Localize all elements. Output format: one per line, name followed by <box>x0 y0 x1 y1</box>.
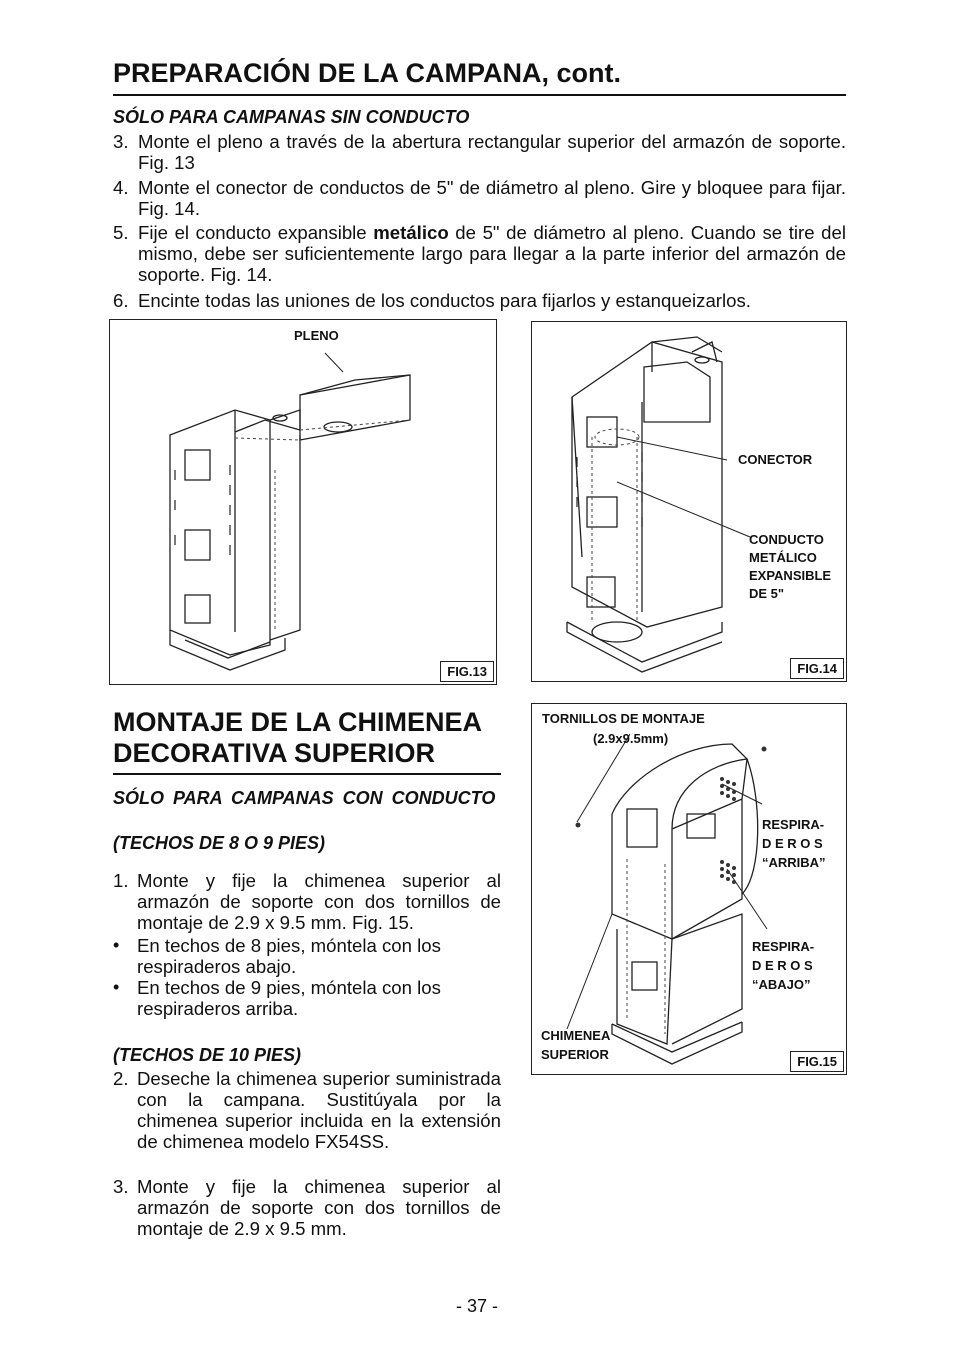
step-text: Monte y fije la chimenea superior al armazón de soporte con dos tornillos de montaje de 2.9 x 9.5 mm. <box>137 1176 501 1239</box>
label-chimenea <box>541 1026 610 1064</box>
bullet-text: En techos de 8 pies, móntela con los respiraderos abajo. <box>137 935 441 977</box>
label-line: CONDUCTO <box>749 532 824 547</box>
step-text-pre: Fije el conducto expansible <box>138 222 374 243</box>
step-text: Deseche la chimenea superior suministrada con la campana. Sustitúyala por la chimenea superior incluida en la extensión de chimenea modelo FX54SS. <box>137 1068 501 1152</box>
step-number: 6. <box>113 290 129 311</box>
chimney-step-2 <box>113 1068 501 1152</box>
figure-14 <box>531 321 847 682</box>
step-text: Monte el conector de conductos de 5" de diámetro al pleno. Gire y bloquee para fijar. Fig. 14. <box>138 177 846 219</box>
figure-13-drawing <box>110 320 498 686</box>
label-pleno: PLENO <box>294 328 339 343</box>
page-title: PREPARACIÓN DE LA CAMPANA, cont. <box>113 58 622 88</box>
chimney-step-3 <box>113 1176 501 1239</box>
label-conducto <box>749 531 831 603</box>
label-tornillos: TORNILLOS DE MONTAJE <box>542 711 705 726</box>
step-text: Encinte todas las uniones de los conductos para fijarlos y estanqueizarlos. <box>138 290 751 311</box>
label-line: RESPIRA- <box>752 939 815 954</box>
chimney-sub-ceiling-8-9: (TECHOS DE 8 O 9 PIES) <box>113 833 326 853</box>
step-6 <box>113 290 846 311</box>
chimney-heading-divider <box>113 773 501 775</box>
bullet-icon: • <box>113 935 120 955</box>
chimney-sub-ceiling-10: (TECHOS DE 10 PIES) <box>113 1045 302 1065</box>
bullet-icon: • <box>113 977 120 997</box>
chimney-step-1 <box>113 870 501 933</box>
step-4 <box>113 177 846 219</box>
step-text-post: de 5" de diámetro al pleno. Cuando se tire del mismo, debe ser suficientemente largo para llegar a la parte inferior del armazón de soporte. Fig. 14. <box>138 222 846 285</box>
step-5 <box>113 222 846 285</box>
step-text-bold: metálico <box>373 222 449 243</box>
label-line: “ABAJO” <box>752 977 811 992</box>
label-line: “ARRIBA” <box>762 855 826 870</box>
step-text: Monte el pleno a través de la abertura rectangular superior del armazón de soporte. Fig. 13 <box>138 131 846 173</box>
step-number: 2. <box>113 1068 129 1089</box>
label-line: CHIMENEA <box>541 1028 611 1043</box>
label-line: D E R O S <box>762 836 823 851</box>
chimney-heading: MONTAJE DE LA CHIMENEA DECORATIVA SUPERIOR <box>113 707 482 768</box>
step-number: 4. <box>113 177 129 198</box>
figure-15-tag: FIG.15 <box>790 1051 844 1072</box>
chimney-sub-ducted: SÓLO PARA CAMPANAS CON CONDUCTO <box>113 788 496 808</box>
label-vents-down <box>752 937 814 994</box>
step-number: 3. <box>113 131 129 152</box>
label-line: D E R O S <box>752 958 813 973</box>
step-number: 1. <box>113 870 129 891</box>
label-line: DE 5" <box>749 586 785 601</box>
label-line: RESPIRA- <box>762 817 825 832</box>
bullet-item <box>113 977 501 1019</box>
step-number: 3. <box>113 1176 129 1197</box>
figure-14-drawing <box>532 322 848 683</box>
label-line: METÁLICO <box>749 550 817 565</box>
step-number: 5. <box>113 222 129 243</box>
figure-15-drawing <box>532 704 848 1076</box>
figure-14-tag: FIG.14 <box>790 658 844 679</box>
label-line: SUPERIOR <box>541 1047 609 1062</box>
figure-13-tag: FIG.13 <box>440 661 494 682</box>
step-text <box>138 222 846 285</box>
step-3 <box>113 131 846 173</box>
label-conector: CONECTOR <box>738 452 813 467</box>
step-text: Monte y fije la chimenea superior al armazón de soporte con dos tornillos de montaje de 2.9 x 9.5 mm. Fig. 15. <box>137 870 501 933</box>
figure-15 <box>531 703 847 1075</box>
title-divider <box>113 94 846 96</box>
bullet-item <box>113 935 501 977</box>
page-number: - 37 - <box>455 1296 498 1316</box>
label-vents-up <box>762 815 826 872</box>
bullet-text: En techos de 9 pies, móntela con los respiraderos arriba. <box>137 977 441 1019</box>
label-screw-size: (2.9x9.5mm) <box>593 731 669 746</box>
ductless-subheading: SÓLO PARA CAMPANAS SIN CONDUCTO <box>113 107 470 127</box>
label-line: EXPANSIBLE <box>749 568 832 583</box>
figure-13 <box>109 319 497 685</box>
